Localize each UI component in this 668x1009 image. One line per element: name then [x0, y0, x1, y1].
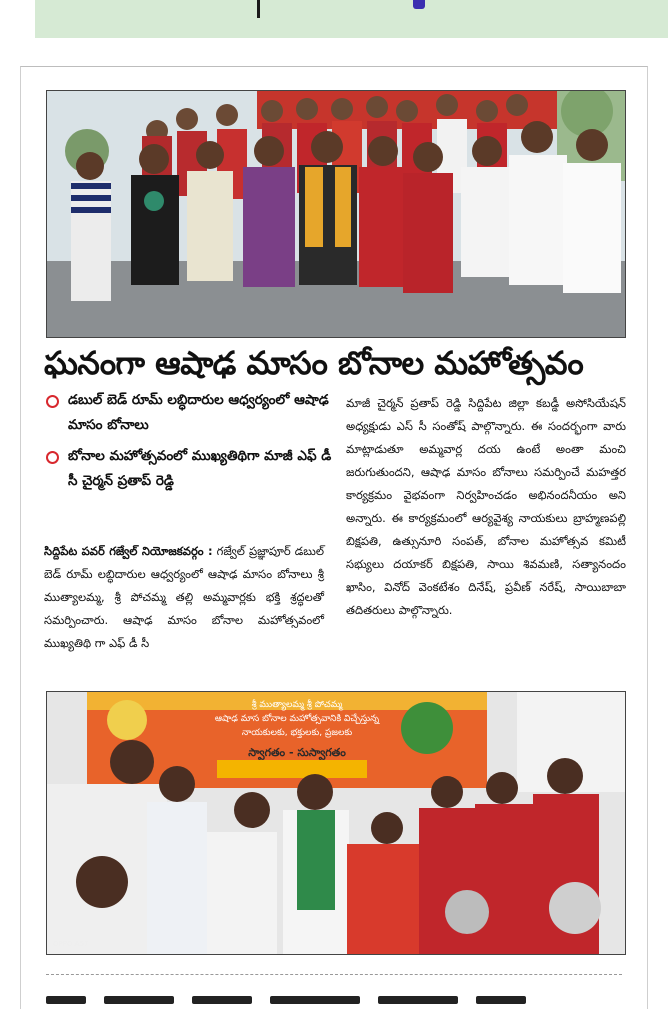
top-banner-glyph [413, 0, 425, 9]
next-article-strip [46, 996, 622, 1008]
top-banner-divider [257, 0, 260, 18]
body-text-left: గజ్వేల్ ప్రజ్ఞాపూర్ డబుల్ బెడ్ రూమ్ లబ్ధిదారుల ఆధ్వర్యంలో ఆషాఢ మాసం బోనాలు శ్రీ ముత్యాలమ్మ, శ్రీ పోచమ్మ తల్లి అమ్మవార్లకు భక్తి శ్రద్ధలతో సమర్పించారు. ఆషాఢ మాసం బోనాల మహోత్సవంలో ముఖ్యతిథి గా ఎఫ్ డీ సీ [44, 544, 324, 650]
bullet-text: బోనాల మహోత్సవంలో ముఖ్యతిథిగా మాజీ ఎఫ్ డీ సీ చైర్మన్ ప్రతాప్ రెడ్డి [68, 448, 332, 489]
bullet-text: డబుల్ బెడ్ రూమ్ లబ్ధిదారుల ఆధ్వర్యంలో ఆషాఢ మాసం బోనాలు [68, 392, 329, 433]
body-column-right: మాజీ చైర్మన్ ప్రతాప్ రెడ్డి సిద్దిపేట జిల్లా కబడ్డీ అసోసియేషన్ అధ్యక్షుడు ఎస్ సీ సంతోష్ పాల్గొన్నారు. ఈ సందర్భంగా వారు మాట్లాడుతూ అమ్మవార్ల దయ ఉంటే అంతా మంచి జరుగుతుందని, ఆషాఢ మాసం బోనాలు సమర్పించే మహత్తర కార్యక్రమం వైభవంగా నిర్వహించడం అభినందనీయం అని అన్నారు. ఈ కార్యక్రమంలో ఆర్యవైశ్య నాయకులు బ్రాహ్మణపల్లి బిక్షపతి, ఉత్సునూరి సంపత్, బోనాల మహోత్సవ కమిటీ సభ్యులు దయాకర్ బిక్షపతి, సాయి శివమణి, సత్యానందం ఖాసిం, వినోద్ వెంకటేశం దినేష్, ప్రవీణ్ నరేష్, సాయిబాబా తదితరులు పాల్గొన్నారు. [346, 396, 626, 617]
group-photo-top [46, 90, 626, 338]
top-banner [35, 0, 668, 38]
body-column-left [44, 540, 324, 655]
group-photo-top-illustration [47, 91, 625, 337]
dashed-separator [46, 974, 622, 975]
group-photo-bottom [46, 691, 626, 955]
bullet-list [44, 388, 336, 500]
bullet-item [44, 444, 336, 494]
banner-welcome: స్వాగతం - సుస్వాగతం [248, 746, 346, 759]
banner-line2: ఆషాఢ మాస బోనాల మహోత్సవానికి విచ్చేస్తున్న [214, 714, 380, 724]
headline: ఘనంగా ఆషాఢ మాసం బోనాల మహోత్సవం [44, 344, 584, 382]
bullet-circle-icon [46, 395, 59, 408]
bullet-circle-icon [46, 451, 59, 464]
banner-line3: నాయకులకు, భక్తులకు, ప్రజలకు [241, 728, 353, 738]
dateline: సిద్దిపేట పవర్ గజ్వేల్ నియోజకవర్గం : [44, 544, 213, 558]
camera-watermark: OPPO A57 [53, 940, 89, 948]
banner-line1: శ్రీ ముత్యాలమ్మ శ్రీ పోచమ్మ [251, 700, 343, 710]
photo-banner-text [167, 698, 427, 760]
bullet-item [44, 388, 336, 438]
